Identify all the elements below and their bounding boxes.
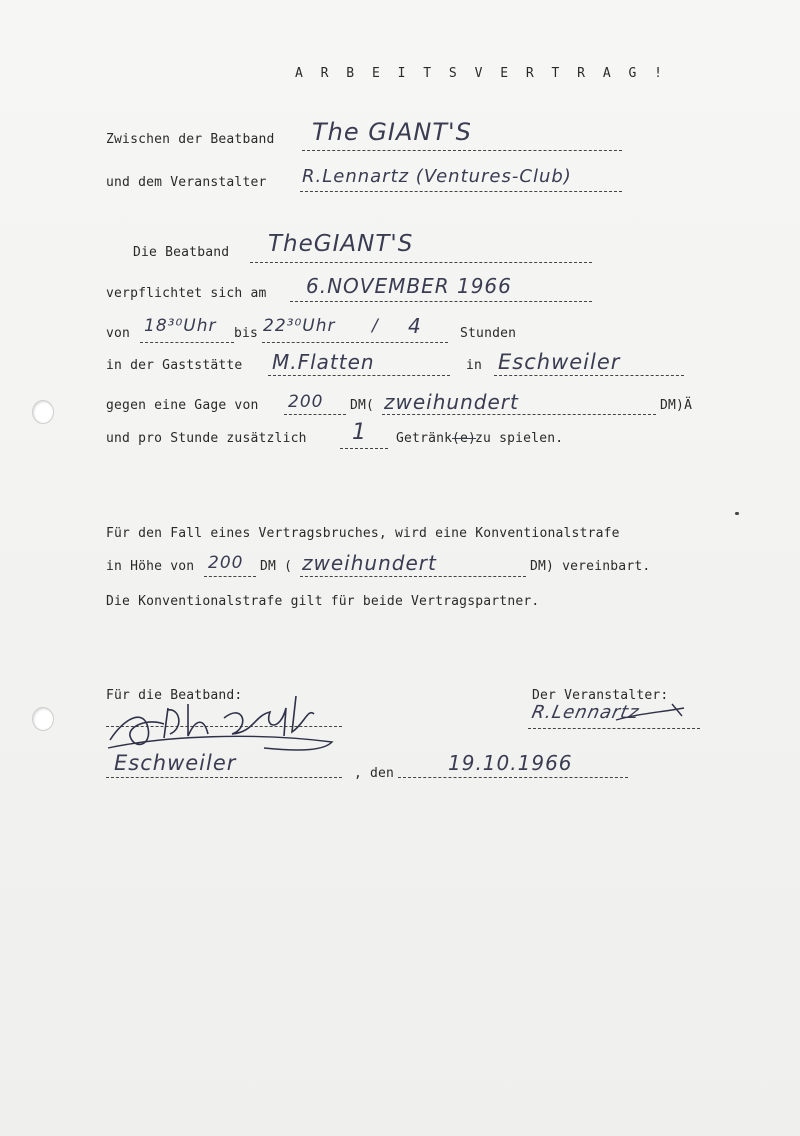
label-veranstalter: und dem Veranstalter	[106, 175, 267, 190]
line-band-name	[302, 150, 622, 151]
hw-sign-date: 19.10.1966	[448, 751, 573, 775]
ink-speck	[735, 512, 739, 515]
label-comma: ,	[354, 766, 363, 781]
label-die-beatband: Die Beatband	[133, 245, 230, 260]
hw-date: 6.NOVEMBER 1966	[306, 274, 512, 298]
hw-city: Eschweiler	[498, 350, 621, 374]
label-dm-open: DM(	[350, 398, 375, 413]
label-gaststaette: in der Gaststätte	[106, 358, 243, 373]
hw-hours: 4	[408, 314, 422, 338]
line-city	[494, 375, 684, 376]
hw-fee: 200	[288, 392, 324, 412]
label-zwischen: Zwischen der Beatband	[106, 132, 275, 147]
label-pro-stunde: und pro Stunde zusätzlich	[106, 431, 307, 446]
line-time-to	[262, 342, 448, 343]
hw-organizer: R.Lennartz (Ventures-Club)	[302, 166, 572, 187]
line-sign-city	[106, 777, 342, 778]
label-zu-spielen: zu spielen.	[475, 431, 564, 446]
hw-drinks: 1	[352, 420, 367, 445]
label-hoehe: in Höhe von	[106, 559, 195, 574]
label-von: von	[106, 326, 131, 341]
hw-venue: M.Flatten	[272, 350, 375, 374]
label-getraenk: Getränk	[396, 431, 453, 446]
label-gage: gegen eine Gage von	[106, 398, 259, 413]
label-fuer-beatband: Für die Beatband:	[106, 688, 243, 703]
label-der-veranstalter: Der Veranstalter:	[532, 688, 669, 703]
line-organizer	[300, 191, 622, 192]
line-date	[290, 301, 592, 302]
punch-hole-top	[32, 400, 54, 424]
label-dm-paren-open: DM (	[260, 559, 293, 574]
hw-hours-slash: /	[372, 316, 379, 336]
hw-penalty: 200	[208, 553, 244, 573]
hw-time-from: 18³⁰Uhr	[144, 316, 217, 336]
line-band-name-2	[250, 262, 592, 263]
line-sign-date	[398, 777, 628, 778]
hw-fee-words: zweihundert	[384, 390, 519, 414]
contract-title: A R B E I T S V E R T R A G !	[295, 66, 667, 81]
label-getraenk-struck: (e)	[452, 431, 477, 446]
hw-band-name: The GIANT'S	[312, 118, 472, 146]
label-verpflichtet: verpflichtet sich am	[106, 286, 267, 301]
line-fee	[284, 414, 346, 415]
hw-band-name-2: TheGIANT'S	[268, 231, 414, 257]
label-gilt-line: Die Konventionalstrafe gilt für beide Vertragspartner.	[106, 594, 540, 609]
line-organizer-signature	[528, 728, 700, 729]
hw-sign-city: Eschweiler	[114, 751, 237, 775]
label-den: den	[370, 766, 395, 781]
band-signature-scribble	[104, 688, 344, 758]
organizer-signature-flourish	[612, 698, 702, 728]
line-venue	[268, 375, 450, 376]
hw-time-to: 22³⁰Uhr	[263, 316, 336, 336]
line-time-from	[140, 342, 234, 343]
label-stunden: Stunden	[460, 326, 517, 341]
line-fee-words	[382, 414, 656, 415]
label-in: in	[466, 358, 483, 373]
organizer-signature: R.Lennartz	[529, 702, 642, 723]
label-dm-vereinbart: DM) vereinbart.	[530, 559, 651, 574]
hw-penalty-words: zweihundert	[302, 551, 437, 575]
label-fall-line: Für den Fall eines Vertragsbruches, wird eine Konventionalstrafe	[106, 526, 620, 541]
line-penalty-words	[300, 576, 526, 577]
line-penalty	[204, 576, 256, 577]
line-drinks	[340, 448, 388, 449]
label-dm-close: DM)Ä	[660, 398, 693, 413]
punch-hole-bottom	[32, 707, 54, 731]
label-bis: bis	[234, 326, 259, 341]
